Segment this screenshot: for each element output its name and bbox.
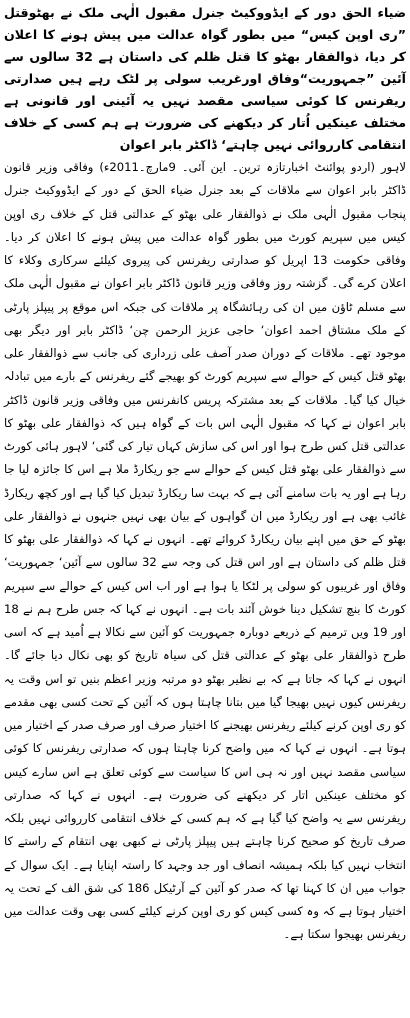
article-headline: ضیاء الحق دور کے ایڈووکیٹ جنرل مقبول الٰہی ملک نے بھٹوقتل ”ری اوپن کیس“ میں بطور گواہ عدالت میں پیش ہونے کا اعلان کر دیا، ذوالفقار بھٹو کا قتل ظلم کی داستان ہے 32 سالوں سے آئین ”جمہوریت“وفاق اورغریب سولی پر لٹک رہے ہیں صدارتی ریفرنس کا کوئی سیاسی مقصد نہیں یہ آئینی اور قانونی ہے مختلف عینکیں اُتار کر دیکھنے کی ضرورت ہے ہم کسی کے خلاف انتقامی کارروائی نہیں چاہتے‘ ڈاکٹر بابر اعوان <box>4 5 406 152</box>
article-body: لاہور (اردو پوائنٹ اخبارتازہ ترین۔ این آئی۔ 9مارچ۔2011ء) وفاقی وزیر قانون ڈاکٹر بابر اعوان سے ملاقات کے بعد جنرل ضیاء الحق کے دور کے ایڈووکیٹ جنرل پنجاب مقبول الٰہی ملک نے ذوالفقار علی بھٹو کے عدالتی قتل کے خلاف ری اوپن کیس میں سپریم کورٹ میں بطور گواہ عدالت میں پیش ہونے کا اعلان کر دیا۔ وفاقی حکومت 13 اپریل کو صدارتی ریفرنس کی پیروی کیلئے سرکاری وکلاء کا اعلان کرے گی۔ گزشتہ روز وفاقی وزیر قانون ڈاکٹر بابر اعوان نے مقبول الٰہی ملک سے مسلم ٹاؤن میں ان کی رہائشگاہ پر ملاقات کی جبکہ اس موقع پر پیپلز پارٹی کے ملک مشتاق احمد اعوان‘ حاجی عزیز الرحمن چن‘ ڈاکٹر بابر اور دیگر بھی موجود تھے۔ ملاقات کے دوران صدر آصف علی زرداری کی جانب سے ذوالفقار علی بھٹو قتل کیس کے حوالے سے سپریم کورٹ کو بھیجے گئے ریفرنس کے بارے میں تبادلہ خیال کیا گیا۔ ملاقات کے بعد مشترکہ پریس کانفرنس میں وفاقی وزیر قانون ڈاکٹر بابر اعوان نے کہا کہ مقبول الٰہی اس بات کے گواہ ہیں کہ ذوالفقار علی بھٹو کا عدالتی قتل کس طرح ہوا اور اس کی سازش کہاں تیار کی گئی‘ لاہور ہائی کورٹ سے ذوالفقار علی بھٹو قتل کیس کے حوالے سے جو ریکارڈ ملا ہے اس کا جائزہ لیا جا رہا ہے اور یہ بات سامنے آئی ہے کہ بہت سا ریکارڈ تبدیل کیا گیا ہے اور کچھ ریکارڈ غائب بھی ہے اور ریکارڈ میں ان گواہوں کے بیان بھی نہیں جنہوں نے ذوالفقار علی بھٹو کے حق میں اپنے بیان ریکارڈ کروائے تھے۔ انہوں نے کہا کہ ذوالفقار علی بھٹو کا قتل ظلم کی داستان ہے اور اس قتل کی وجہ سے 32 سالوں سے آئین‘ جمہوریت‘ وفاق اور غریبوں کو سولی پر لٹکا یا ہوا ہے اور اب اس کیس کے حوالے سے سپریم کورٹ کا بنچ تشکیل دینا خوش آئند بات ہے۔ انہوں نے کہا کہ جس طرح ہم نے 18 اور 19 ویں ترمیم کے ذریعے دوبارہ جمہوریت کو آئین سے نکالا ہے اُمید ہے کہ اسی طرح ذوالفقار علی بھٹو کے عدالتی قتل کی سیاہ تاریخ کو بھی نکال دیا جائے گا۔ انہوں نے کہا کہ جاتا ہے کہ بے نظیر بھٹو دو مرتبہ وزیر اعظم بنیں تو اس وقت یہ ریفرنس کیوں نہیں بھیجا گیا میں بتانا چاہتا ہوں کہ آئین کے تحت کسی بھی مقدمے کو ری اوپن کرنے کیلئے ریفرنس بھیجنے کا اختیار صرف اور صرف صدر کے اختیار میں ہوتا ہے۔ انہوں نے کہا کہ میں واضح کرنا چاہتا ہوں کہ صدارتی ریفرنس کا کوئی سیاسی مقصد نہیں اور نہ ہی اس کا سیاست سے کوئی تعلق ہے اس سارے کیس کو مختلف عینکیں اتار کر دیکھنے کی ضرورت ہے۔ انہوں نے کہا کہ صدارتی ریفرنس سے یہ واضح کیا گیا ہے کہ ہم کسی کے خلاف انتقامی کارروائی نہیں بلکہ صرف تاریخ کو صحیح کرنا چاہتے ہیں پیپلز پارٹی نے کبھی بھی انتقام کے راستے کا انتخاب نہیں کیا بلکہ ہمیشہ انصاف اور جد وجہد کا راستہ اپنایا ہے۔ ایک سوال کے جواب میں ان کا کہنا تھا کہ صدر کو آئین کے آرٹیکل 186 کی شق الف کے تحت یہ اختیار ہوتا ہے کہ وہ کسی کیس کو ری اوپن کرنے کیلئے کسی بھی وقت عدالت میں ریفرنس بھیجوا سکتا ہے۔ <box>4 160 406 942</box>
